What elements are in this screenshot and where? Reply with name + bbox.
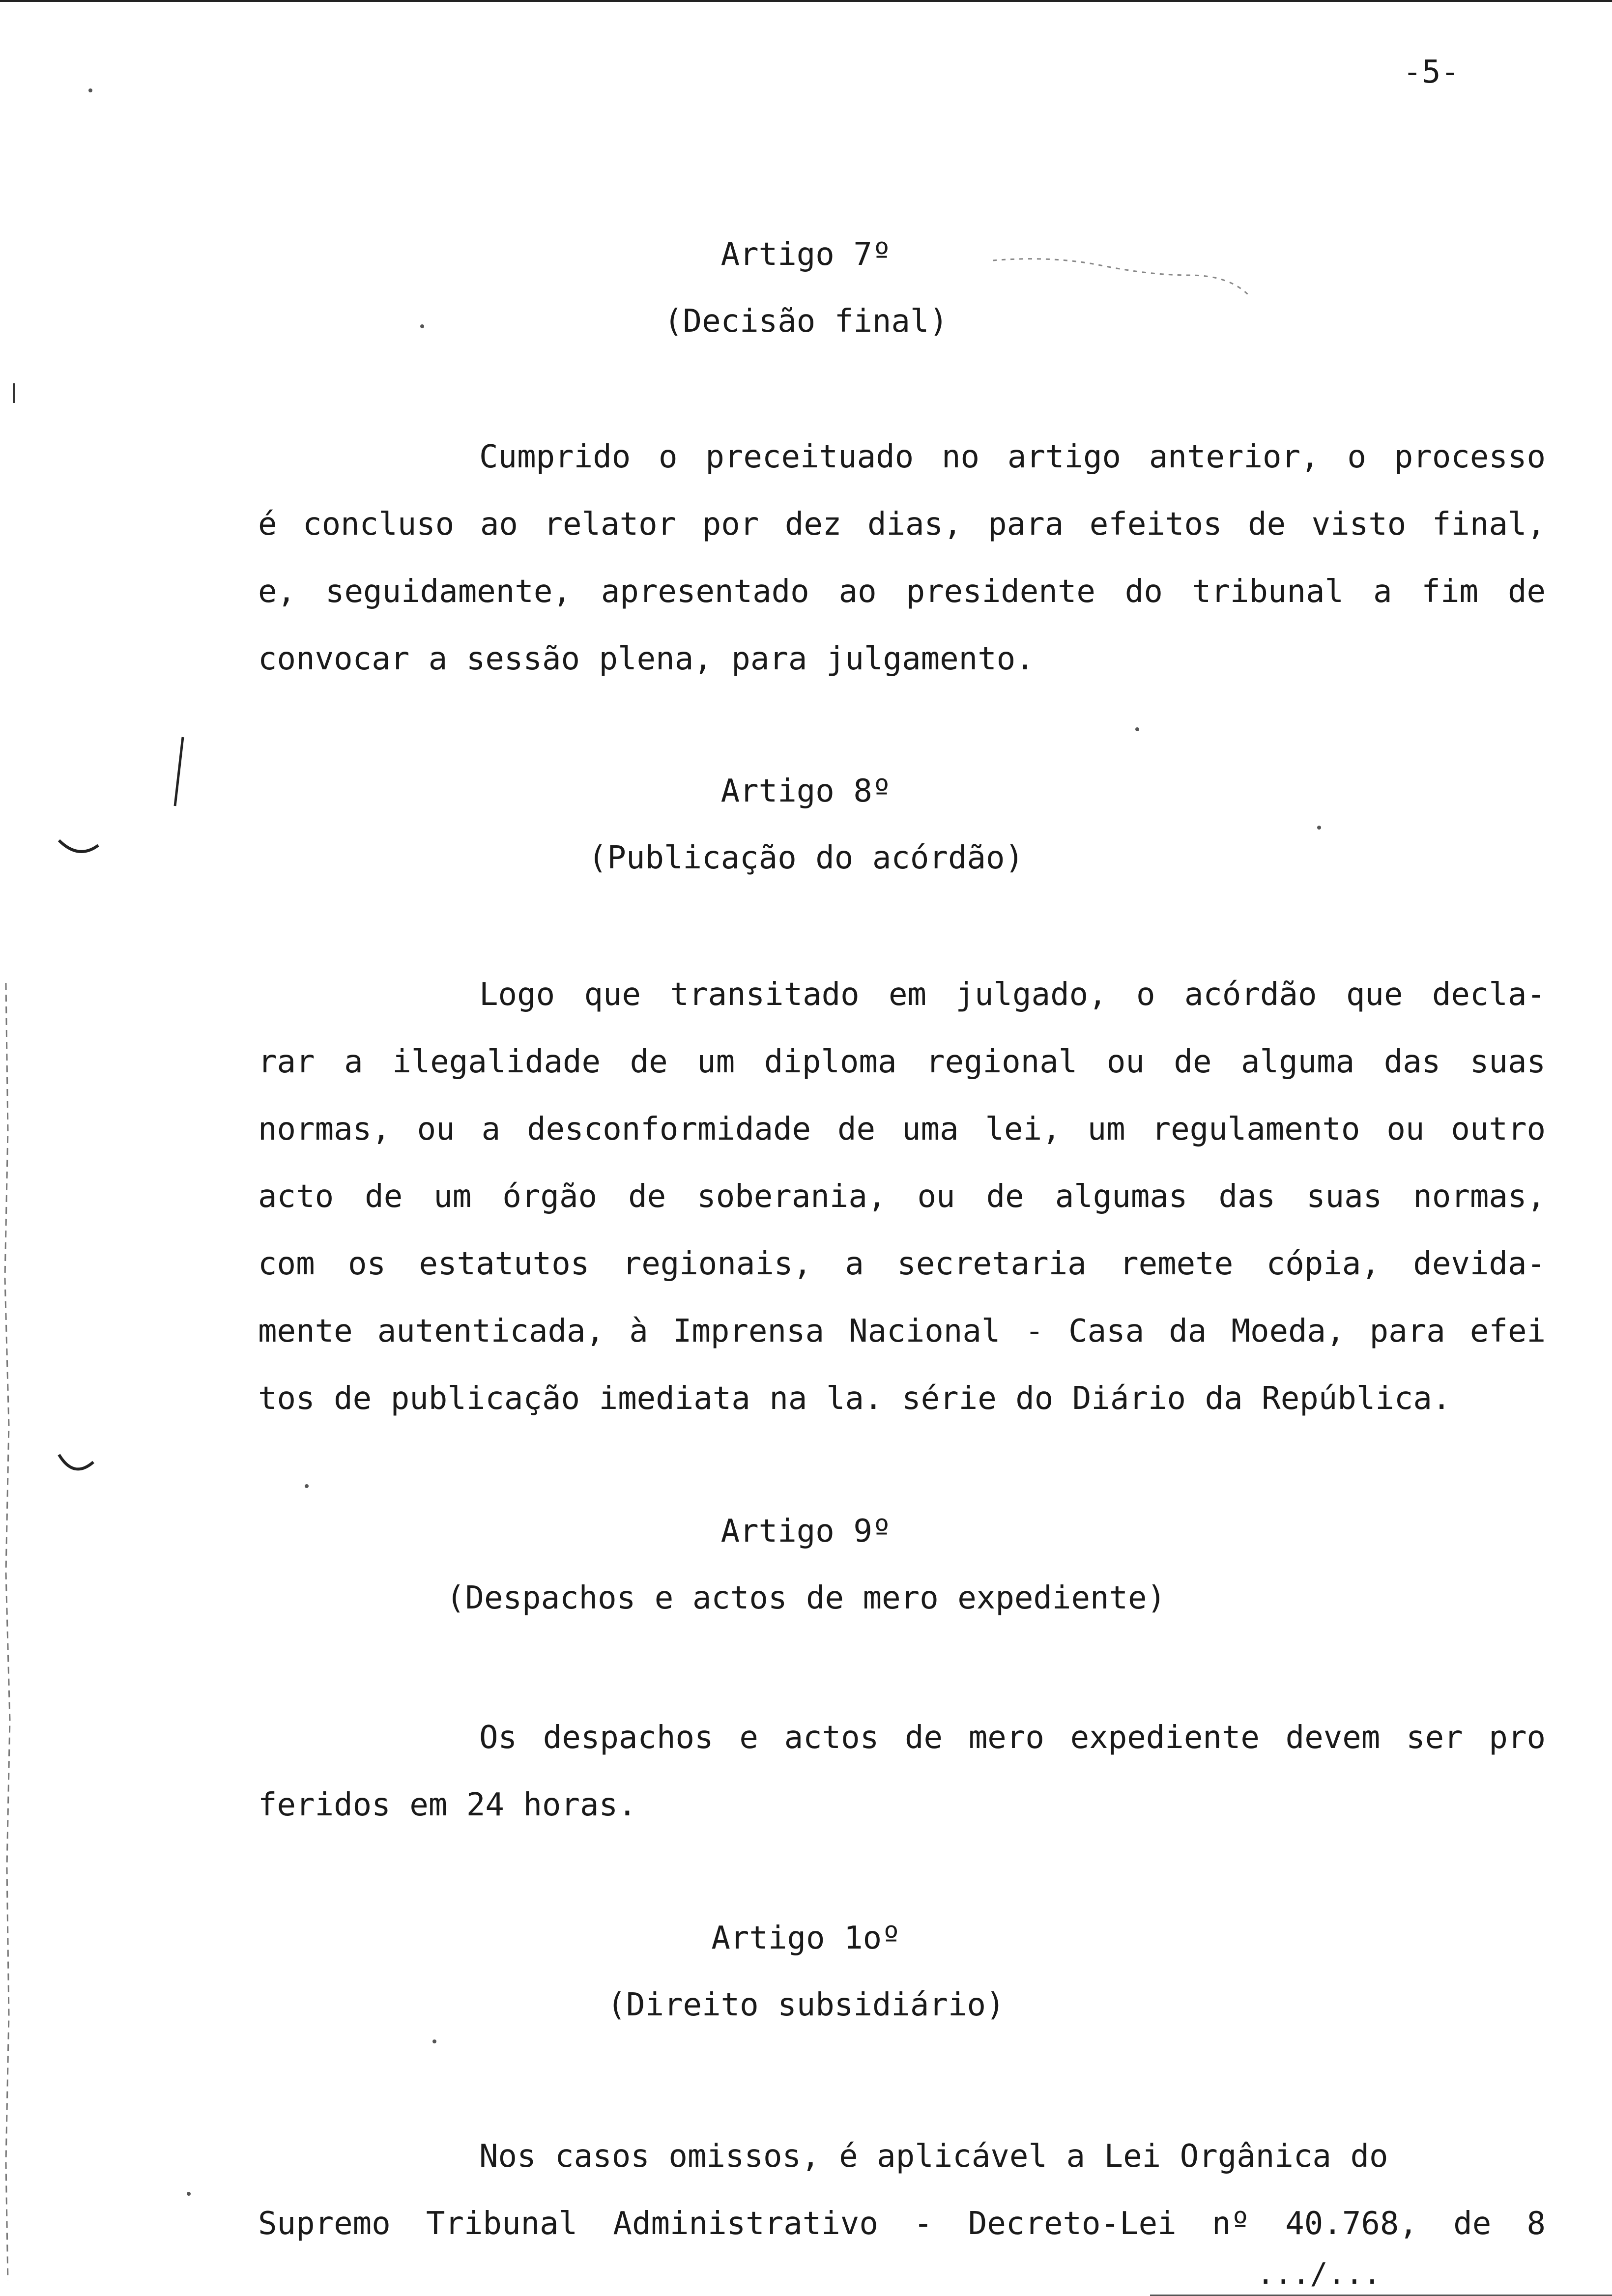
speck bbox=[1317, 826, 1321, 830]
page-number: -5- bbox=[1403, 54, 1460, 90]
margin-slash-mark bbox=[175, 737, 183, 806]
article-8-line-7: tos de publicação imediata na la. série do Diário da República. bbox=[258, 1380, 1451, 1417]
article-9-title: Artigo 9º bbox=[720, 1513, 892, 1550]
continuation-mark: .../... bbox=[1257, 2257, 1381, 2291]
article-8-line-4: acto de um órgão de soberania, ou de algumas das suas normas, bbox=[258, 1178, 1546, 1215]
article-9-line-1: Os despachos e actos de mero expediente devem ser pro bbox=[479, 1720, 1546, 1756]
article-9-subtitle: (Despachos e actos de mero expediente) bbox=[446, 1580, 1166, 1616]
speck bbox=[187, 2192, 191, 2196]
top-edge-rule bbox=[0, 0, 1612, 2]
article-7-line-3: e, seguidamente, apresentado ao presidente do tribunal a fim de bbox=[258, 574, 1546, 610]
dashed-scribble bbox=[993, 259, 1248, 295]
article-7-line-2: é concluso ao relator por dez dias, para efeitos de visto final, bbox=[258, 506, 1546, 543]
article-9-body bbox=[258, 1704, 1546, 1839]
dashed-scribble-svg bbox=[993, 246, 1248, 305]
speck bbox=[1135, 727, 1139, 731]
article-7-line-1: Cumprido o preceituado no artigo anterior, o processo bbox=[479, 439, 1546, 475]
speck bbox=[432, 2039, 436, 2043]
article-7-line-4: convocar a sessão plena, para julgamento. bbox=[258, 641, 1035, 677]
article-10-line-2: Supremo Tribunal Administrativo - Decreto-Lei nº 40.768, de 8 bbox=[258, 2206, 1546, 2242]
binder-hole-mark bbox=[59, 840, 98, 852]
scan-artifacts-svg bbox=[0, 0, 206, 2296]
article-8-title: Artigo 8º bbox=[720, 773, 892, 809]
article-8-subtitle: (Publicação do acórdão) bbox=[588, 840, 1024, 876]
article-7-body bbox=[258, 424, 1546, 693]
speck bbox=[305, 1484, 309, 1488]
article-8-line-5: com os estatutos regionais, a secretaria remete cópia, devida- bbox=[258, 1246, 1546, 1282]
article-8-line-1: Logo que transitado em julgado, o acórdão que decla- bbox=[479, 976, 1546, 1013]
article-10-title: Artigo 1oº bbox=[711, 1920, 901, 1956]
article-8-line-2: rar a ilegalidade de um diploma regional ou de alguma das suas bbox=[258, 1044, 1546, 1080]
article-8-body bbox=[258, 961, 1546, 1433]
article-7-subtitle: (Decisão final) bbox=[664, 303, 948, 340]
article-9-line-2: feridos em 24 horas. bbox=[258, 1787, 637, 1823]
binder-hole-mark-lower bbox=[59, 1455, 93, 1469]
article-8-line-3: normas, ou a desconformidade de uma lei, um regulamento ou outro bbox=[258, 1111, 1546, 1148]
article-10-subtitle: (Direito subsidiário) bbox=[607, 1987, 1005, 2023]
article-10-line-1: Nos casos omissos, é aplicável a Lei Orgânica do bbox=[479, 2138, 1388, 2175]
article-8-line-6: mente autenticada, à Imprensa Nacional - Casa da Moeda, para efei bbox=[258, 1313, 1546, 1349]
speck bbox=[420, 324, 424, 328]
article-10-body bbox=[258, 2123, 1546, 2258]
speck bbox=[88, 88, 92, 92]
page-edge-shadow bbox=[5, 983, 10, 2280]
article-7-title: Artigo 7º bbox=[720, 236, 892, 273]
